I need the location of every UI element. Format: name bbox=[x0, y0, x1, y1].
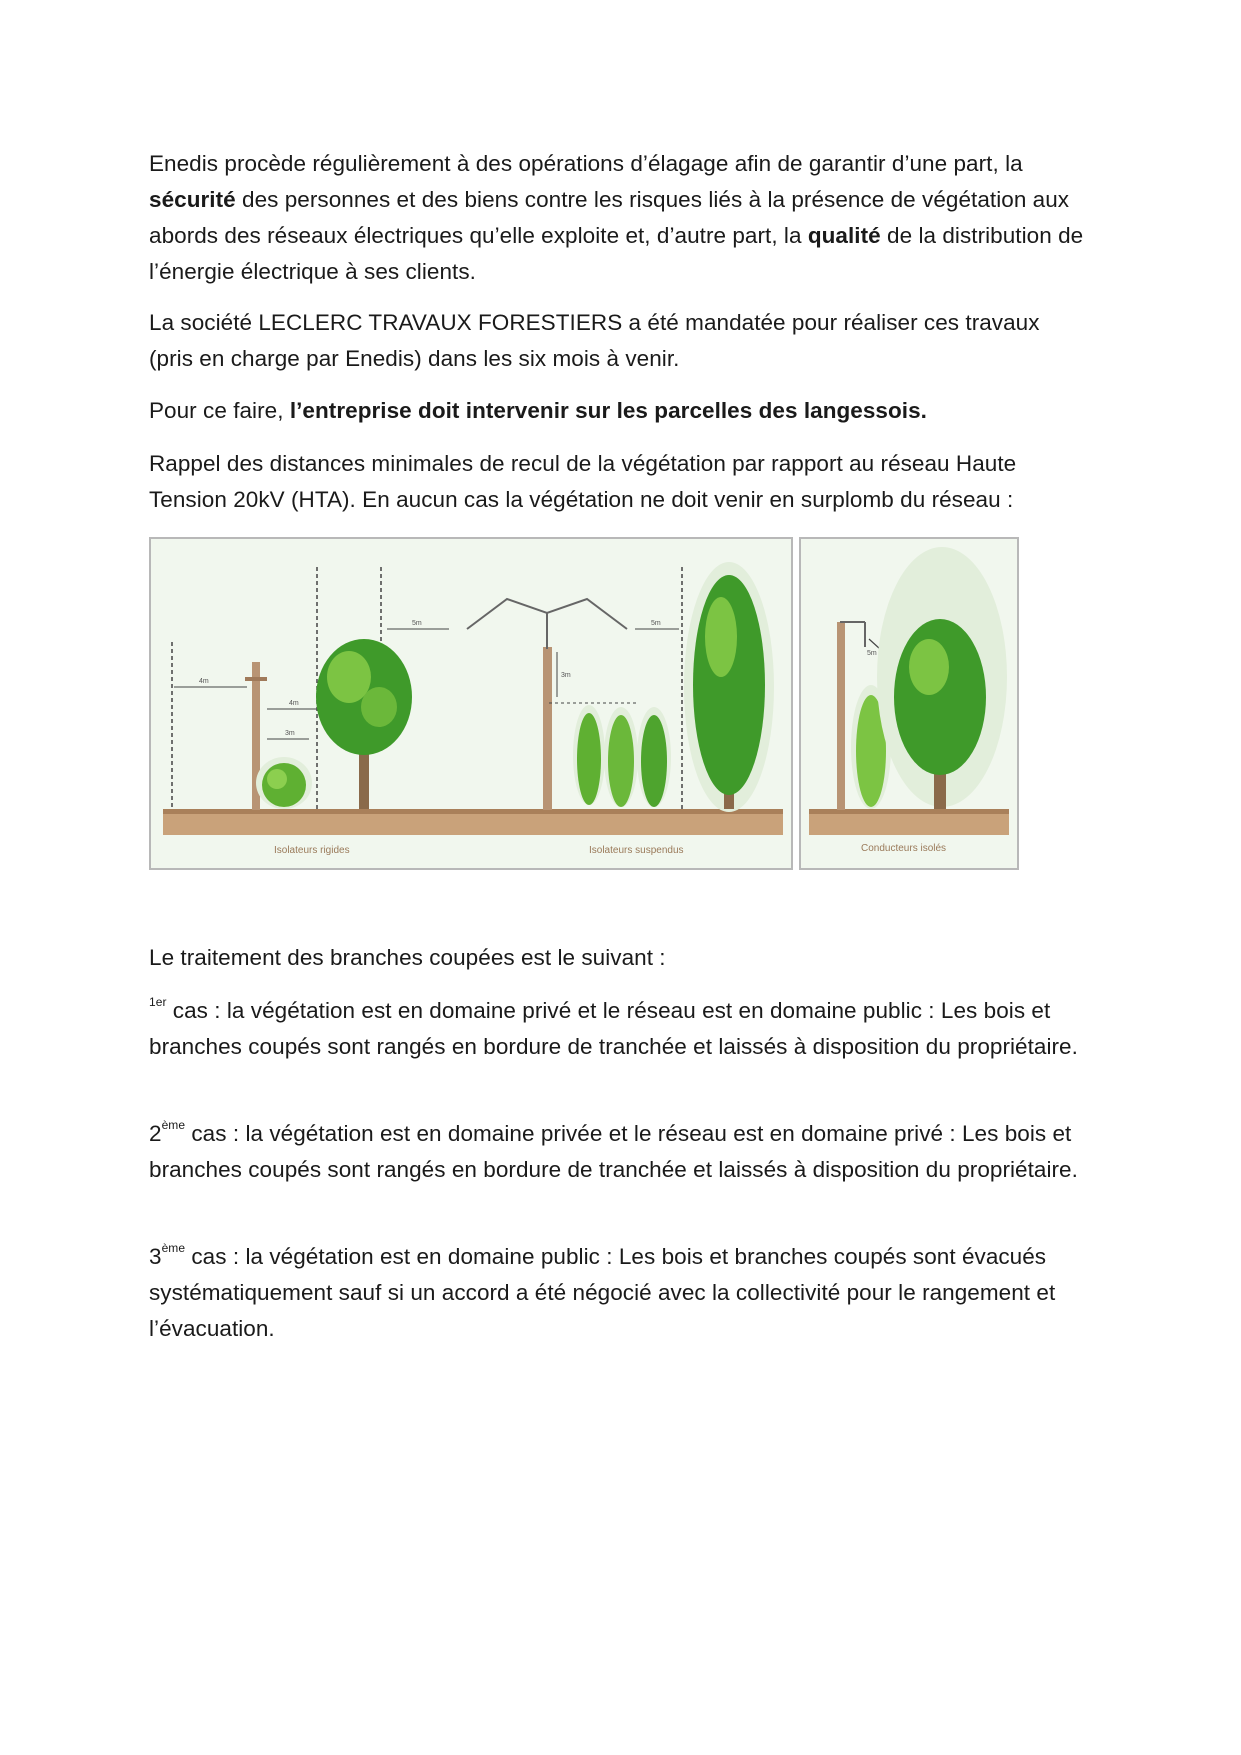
intervention-bold: l’entreprise doit intervenir sur les parcelles des langessois. bbox=[289, 398, 927, 423]
dim-label-3: 3m bbox=[285, 730, 295, 737]
intro-text-1: Enedis procède régulièrement à des opérations d’élagage afin de garantir d’une part, la bbox=[149, 151, 1023, 176]
case-1-paragraph bbox=[149, 993, 1089, 1065]
vegetation-distance-illustration bbox=[149, 537, 1019, 871]
caption-rigid: Isolateurs rigides bbox=[274, 845, 350, 856]
intervention-text: Pour ce faire, bbox=[149, 398, 290, 423]
pole-suspended bbox=[543, 647, 552, 810]
intro-bold-qualite: qualité bbox=[807, 223, 881, 248]
case-2-ordinal: ème bbox=[161, 1118, 186, 1132]
distance-reminder-text: Rappel des distances minimales de recul de la végétation par rapport au réseau Haute Tension 20kV (HTA). En aucun cas la végétation ne doit venir en surplomb du réseau : bbox=[149, 451, 1017, 512]
tree-4 bbox=[641, 715, 667, 807]
case-2-paragraph bbox=[149, 1116, 1089, 1188]
intervention-paragraph bbox=[149, 393, 1089, 429]
dim-label-5: 3m bbox=[561, 672, 571, 679]
treatment-heading bbox=[149, 940, 1089, 976]
dim-label-7: 5m bbox=[867, 650, 877, 657]
tree-3 bbox=[608, 715, 634, 807]
contractor-paragraph bbox=[149, 305, 1089, 377]
case-1-ordinal: 1er bbox=[149, 995, 167, 1009]
dim-label-2: 4m bbox=[289, 700, 299, 707]
case-3-number: 3 bbox=[149, 1244, 162, 1269]
intro-text-3: de la distribution de l’énergie électrique à ses clients. bbox=[149, 223, 1084, 284]
case-2-number: 2 bbox=[149, 1121, 162, 1146]
case-3-text: cas : la végétation est en domaine public : Les bois et branches coupés sont évacués systématiquement sauf si un accord a été négocié avec la collectivité pour le rangement et l’évacuation. bbox=[149, 1244, 1056, 1341]
case-2-text: cas : la végétation est en domaine privée et le réseau est en domaine privé : Les bois et branches coupés sont rangés en bordure de tranchée et laissés à disposition du propriétaire. bbox=[149, 1121, 1078, 1182]
intro-bold-securite: sécurité bbox=[149, 187, 236, 212]
tree-2 bbox=[577, 713, 601, 805]
case-3-paragraph bbox=[149, 1239, 1089, 1347]
caption-suspended: Isolateurs suspendus bbox=[589, 845, 684, 856]
case-1-text: cas : la végétation est en domaine privé et le réseau est en domaine public : Les bois et branches coupés sont rangés en bordure de tranchée et laissés à disposition du propriétaire. bbox=[149, 998, 1078, 1059]
distance-reminder-paragraph bbox=[149, 446, 1089, 518]
dim-label-6: 5m bbox=[651, 620, 661, 627]
dim-label-1: 4m bbox=[199, 678, 209, 685]
contractor-text: La société LECLERC TRAVAUX FORESTIERS a été mandatée pour réaliser ces travaux (pris en charge par Enedis) dans les six mois à venir. bbox=[149, 310, 1040, 371]
dim-label-4: 5m bbox=[412, 620, 422, 627]
treatment-heading-text: Le traitement des branches coupées est le suivant : bbox=[149, 945, 666, 970]
intro-text-2: des personnes et des biens contre les risques liés à la présence de végétation aux abords des réseaux électriques qu’elle exploite et, d’autre part, la bbox=[149, 187, 1070, 248]
tree-7-crown bbox=[894, 619, 986, 775]
caption-insulated: Conducteurs isolés bbox=[861, 843, 947, 854]
pole-insulated bbox=[837, 622, 845, 810]
intro-paragraph bbox=[149, 146, 1089, 290]
case-3-ordinal: ème bbox=[161, 1241, 186, 1255]
